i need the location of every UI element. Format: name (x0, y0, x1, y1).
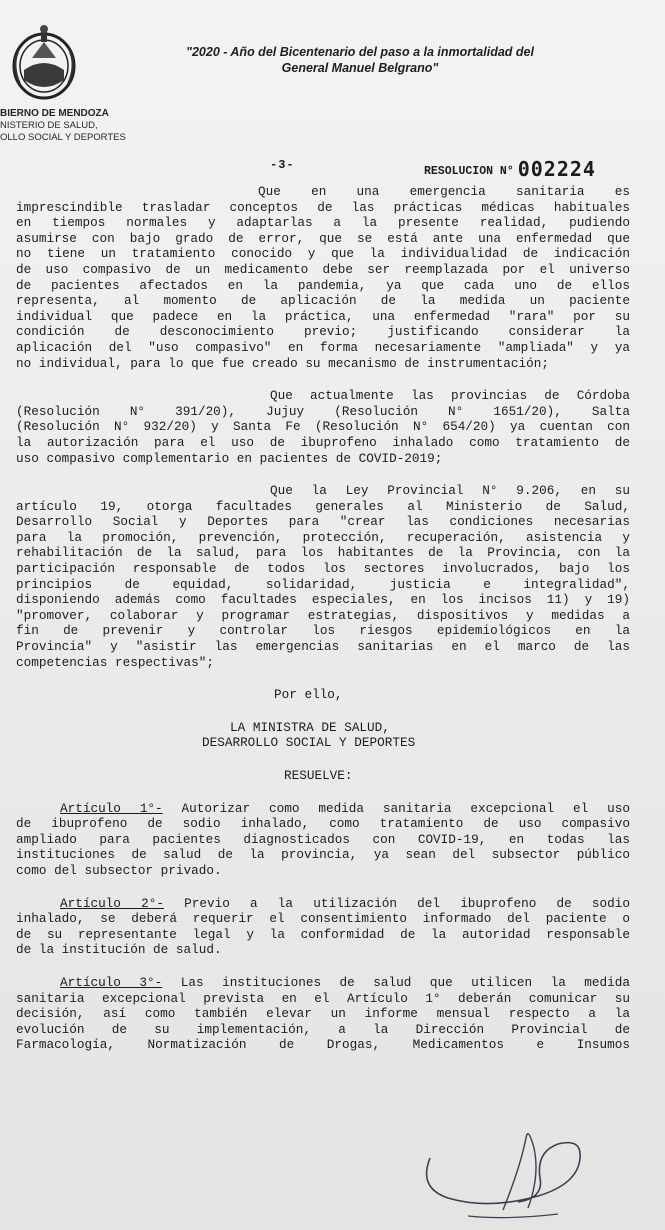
text-line: Que la Ley Provincial N° 9.206, en su (270, 483, 630, 499)
text-line: disponiendo además como facultades especiales, en los incisos 11) y 19) (16, 592, 630, 608)
text-line: condición de desconocimiento previo; justificando considerar la (16, 324, 630, 340)
commemorative-motto (150, 44, 570, 76)
paragraph-considerando-3 (16, 483, 630, 670)
text-line: Desarrollo Social y Deportes para "crear las condiciones necesarias (16, 514, 630, 530)
text-line: no individual, para lo que fue creado su mecanismo de instrumentación; (16, 355, 549, 371)
page-number: -3- (270, 158, 295, 172)
article-first-line (16, 801, 630, 817)
text-line: decisión, así como también elevar un informe mensual respecto a la (16, 1006, 630, 1022)
text-line: artículo 19, otorga facultades generales al Ministerio de Salud, (16, 498, 630, 514)
gov-line-1: BIERNO DE MENDOZA (0, 108, 109, 119)
resuelve-heading: RESUELVE: (284, 768, 353, 783)
motto-line-1: "2020 - Año del Bicentenario del paso a la inmortalidad del (186, 45, 534, 59)
article-1-label: Artículo 1°- (60, 800, 163, 816)
resolution-heading (424, 155, 596, 179)
article-2-label: Artículo 2°- (60, 895, 164, 911)
text-line: de su representante legal y la conformidad de la autoridad responsable (16, 926, 630, 942)
text-line: aplicación del "uso compasivo" en forma necesariamente "ampliada" y ya (16, 339, 630, 355)
gov-line-2: NISTERIO DE SALUD, (0, 120, 98, 131)
text-line: (Resolución N° 391/20), Jujuy (Resolución N° 1651/20), Salta (16, 403, 630, 419)
motto-line-2: General Manuel Belgrano" (281, 61, 439, 75)
handwritten-signature (408, 1098, 608, 1228)
text-line: como del subsector privado. (16, 862, 222, 878)
article-1 (16, 801, 630, 879)
text-line: imprescindible trasladar conceptos de las prácticas médicas habituales (16, 199, 630, 215)
text-line: ampliado para pacientes diagnosticados con COVID-19, en todas las (16, 831, 630, 847)
gov-line-3: OLLO SOCIAL Y DEPORTES (0, 132, 126, 143)
text-line: individual que padece en la práctica, una enfermedad "rara" por su (16, 308, 630, 324)
text-line: de la institución de salud. (16, 942, 222, 958)
article-3-label: Artículo 3°- (60, 974, 163, 990)
text-line: Farmacología, Normatización de Drogas, Medicamentos e Insumos (16, 1037, 630, 1053)
article-first-line (16, 975, 630, 991)
text-line: en tiempos normales y adaptarlas a la presente realidad, pudiendo (16, 215, 630, 231)
text-line: no tiene un tratamiento conocido y que la individualidad de indicación (16, 246, 630, 262)
text-line: Provincia" y "asistir las emergencias sanitarias en el marco de las (16, 639, 630, 655)
text-line: representa, al momento de aplicación de la medida un paciente (16, 293, 630, 309)
text-line: evolución de su implementación, a la Dirección Provincial de (16, 1021, 630, 1037)
text-line: Previo a la utilización del ibuprofeno de sodio (163, 895, 630, 911)
text-line: asumirse con bajo grado de error, que se está ante una enfermedad que (16, 230, 630, 246)
por-ello: Por ello, (274, 687, 343, 703)
article-3 (16, 975, 630, 1053)
text-line: Que en una emergencia sanitaria es (258, 184, 630, 199)
resolution-label: RESOLUCION N° (424, 165, 514, 178)
provincial-seal-icon (8, 22, 80, 104)
ministra-title-1: LA MINISTRA DE SALUD, (230, 719, 390, 735)
text-line: (Resolución N° 932/20) y Santa Fe (Resolución N° 654/20) ya cuentan con (16, 419, 630, 435)
text-line: Autorizar como medida sanitaria excepcional el uso (162, 800, 630, 816)
ministra-title-2: DESARROLLO SOCIAL Y DEPORTES (202, 735, 416, 751)
text-line: la autorización para el uso de ibuprofeno inhalado como tratamiento de (16, 434, 630, 450)
text-line: para la promoción, prevención, protección, recuperación, asistencia y (16, 529, 630, 545)
text-line: de uso compasivo de un medicamento debe ser reemplazada por el universo (16, 261, 630, 277)
article-2 (16, 896, 630, 958)
text-line: principios de equidad, solidaridad, justicia e integralidad", (16, 576, 630, 592)
paragraph-considerando-2 (16, 388, 630, 466)
resolution-number: 002224 (517, 157, 596, 181)
text-line: Que actualmente las provincias de Córdoba (270, 388, 630, 404)
text-line: instituciones de salud de la provincia, ya sean del subsector público (16, 847, 630, 863)
government-heading (0, 108, 126, 144)
paragraph-considerando-1 (16, 184, 630, 371)
text-line: participación responsable de todos los sectores involucrados, bajo los (16, 561, 630, 577)
text-line: rehabilitación de la salud, para los habitantes de la Provincia, con la (16, 545, 630, 561)
text-line: "promover, colaborar y programar estrategias, dispositivos y medidas a (16, 607, 630, 623)
article-first-line (16, 896, 630, 912)
text-line: competencias respectivas"; (16, 654, 214, 670)
text-line: inhalado, se deberá requerir el consentimiento informado del paciente o (16, 911, 630, 927)
text-line: de pacientes afectados en la pandemia, ya que cada uno de ellos (16, 277, 630, 293)
text-line: Las instituciones de salud que utilicen la medida (162, 974, 630, 990)
text-line: de ibuprofeno de sodio inhalado, como tratamiento de uso compasivo (16, 816, 630, 832)
text-line: uso compasivo complementario en pacientes de COVID-2019; (16, 450, 443, 466)
text-line: fin de prevenir y controlar los riesgos epidemiológicos en la (16, 623, 630, 639)
document-body (16, 184, 630, 1053)
text-line: sanitaria excepcional prevista en el Artículo 1° deberán comunicar su (16, 990, 630, 1006)
